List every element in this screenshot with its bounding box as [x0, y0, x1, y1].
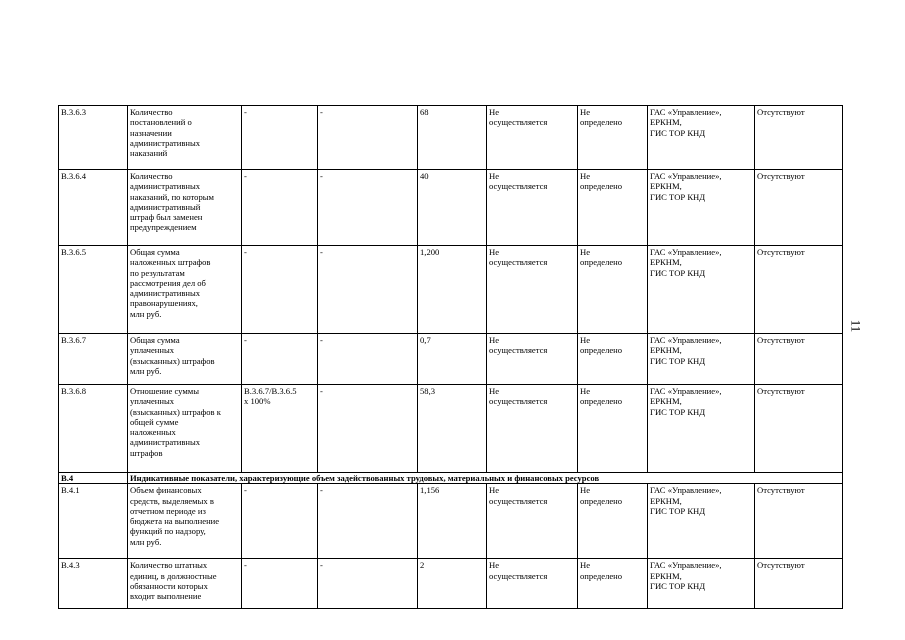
row-code: B.4.1 — [59, 484, 128, 559]
formula: - — [242, 106, 318, 170]
data-source: ГАС «Управление», ЕРКНМ, ГИС ТОР КНД — [648, 385, 755, 473]
row-code: B.3.6.5 — [59, 246, 128, 334]
section-header-row — [59, 473, 843, 484]
formula: - — [242, 484, 318, 559]
target-value: - — [318, 385, 418, 473]
definition: Не определено — [578, 559, 648, 609]
notes: Отсутствуют — [755, 385, 843, 473]
data-source: ГАС «Управление», ЕРКНМ, ГИС ТОР КНД — [648, 334, 755, 385]
table-row — [59, 246, 843, 334]
status: Не осуществляется — [487, 385, 578, 473]
row-code: B.4.3 — [59, 559, 128, 609]
actual-value: 1,156 — [418, 484, 487, 559]
definition: Не определено — [578, 246, 648, 334]
status: Не осуществляется — [487, 484, 578, 559]
actual-value: 0,7 — [418, 334, 487, 385]
actual-value: 2 — [418, 559, 487, 609]
definition: Не определено — [578, 484, 648, 559]
definition: Не определено — [578, 385, 648, 473]
definition: Не определено — [578, 334, 648, 385]
formula: - — [242, 246, 318, 334]
indicator-name: Количество административных наказаний, по которым административный штраф был заменен предупреждением — [128, 170, 242, 246]
indicator-name: Общая сумма наложенных штрафов по результатам рассмотрения дел об административных правонарушениях, млн руб. — [128, 246, 242, 334]
row-code: B.3.6.3 — [59, 106, 128, 170]
status: Не осуществляется — [487, 170, 578, 246]
indicator-name: Количество штатных единиц, в должностные обязанности которых входит выполнение — [128, 559, 242, 609]
formula: - — [242, 559, 318, 609]
table-row — [59, 559, 843, 609]
table-row — [59, 385, 843, 473]
section-title: Индикативные показатели, характеризующие объем задействованных трудовых, материальных и финансовых ресурсов — [128, 473, 843, 484]
definition: Не определено — [578, 170, 648, 246]
notes: Отсутствуют — [755, 334, 843, 385]
row-code: B.3.6.7 — [59, 334, 128, 385]
row-code: B.3.6.4 — [59, 170, 128, 246]
table-row — [59, 484, 843, 559]
target-value: - — [318, 334, 418, 385]
status: Не осуществляется — [487, 106, 578, 170]
table-row — [59, 106, 843, 170]
table-row — [59, 170, 843, 246]
status: Не осуществляется — [487, 246, 578, 334]
indicator-name: Отношение суммы уплаченных (взысканных) штрафов к общей сумме наложенных административных штрафов — [128, 385, 242, 473]
data-source: ГАС «Управление», ЕРКНМ, ГИС ТОР КНД — [648, 559, 755, 609]
actual-value: 58,3 — [418, 385, 487, 473]
formula: B.3.6.7/B.3.6.5 х 100% — [242, 385, 318, 473]
formula: - — [242, 170, 318, 246]
data-source: ГАС «Управление», ЕРКНМ, ГИС ТОР КНД — [648, 484, 755, 559]
target-value: - — [318, 106, 418, 170]
actual-value: 1,200 — [418, 246, 487, 334]
actual-value: 68 — [418, 106, 487, 170]
formula: - — [242, 334, 318, 385]
actual-value: 40 — [418, 170, 487, 246]
target-value: - — [318, 170, 418, 246]
status: Не осуществляется — [487, 334, 578, 385]
notes: Отсутствуют — [755, 484, 843, 559]
status: Не осуществляется — [487, 559, 578, 609]
section-code: B.4 — [59, 473, 128, 484]
indicator-name: Общая сумма уплаченных (взысканных) штрафов млн руб. — [128, 334, 242, 385]
data-source: ГАС «Управление», ЕРКНМ, ГИС ТОР КНД — [648, 170, 755, 246]
row-code: B.3.6.8 — [59, 385, 128, 473]
target-value: - — [318, 246, 418, 334]
target-value: - — [318, 484, 418, 559]
notes: Отсутствуют — [755, 170, 843, 246]
indicator-name: Объем финансовых средств, выделяемых в отчетном периоде из бюджета на выполнение функций по надзору, млн руб. — [128, 484, 242, 559]
data-source: ГАС «Управление», ЕРКНМ, ГИС ТОР КНД — [648, 246, 755, 334]
target-value: - — [318, 559, 418, 609]
notes: Отсутствуют — [755, 559, 843, 609]
indicator-table — [58, 105, 843, 609]
data-source: ГАС «Управление», ЕРКНМ, ГИС ТОР КНД — [648, 106, 755, 170]
definition: Не определено — [578, 106, 648, 170]
notes: Отсутствуют — [755, 246, 843, 334]
table-row — [59, 334, 843, 385]
notes: Отсутствуют — [755, 106, 843, 170]
indicator-name: Количество постановлений о назначении административных наказаний — [128, 106, 242, 170]
page-number: 11 — [848, 319, 864, 333]
